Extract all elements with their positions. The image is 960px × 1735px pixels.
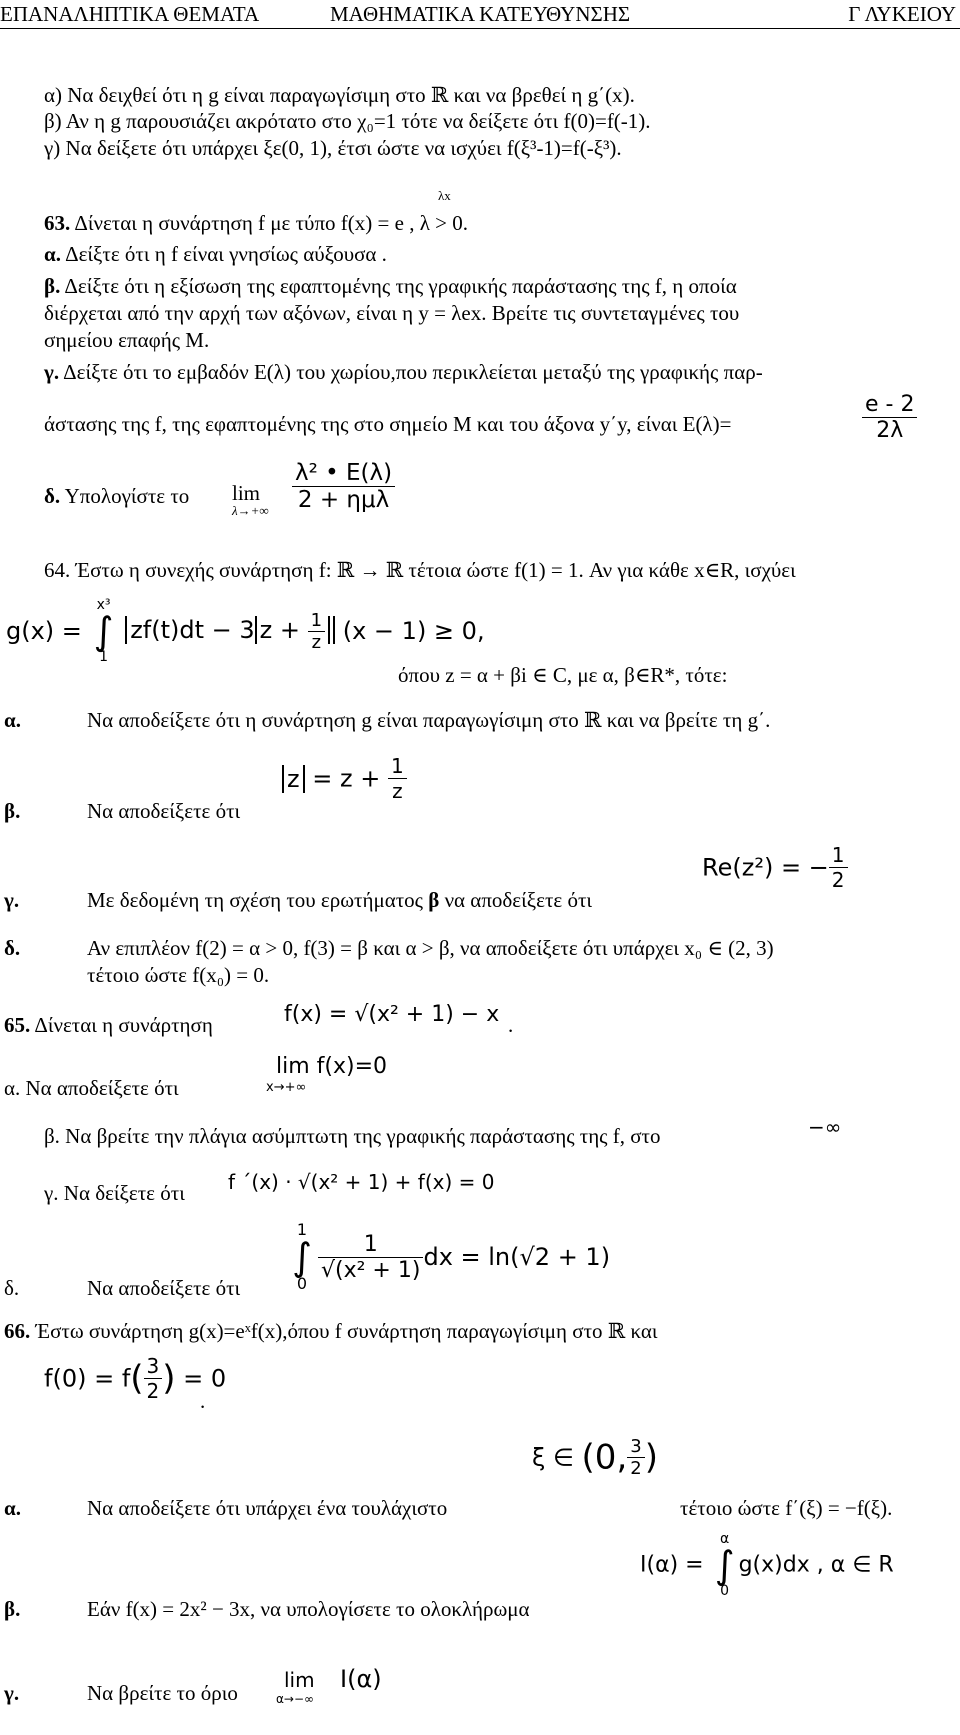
p66-condition: f(0) = f( $\frac{3}{2}$ ) = 0	[44, 1354, 227, 1403]
integral-sign-icon: ∫	[292, 1235, 312, 1279]
p66-xi-interval: ξ ∈ (0, $\frac{3}{2}$ )	[532, 1436, 658, 1479]
p65-a-limit-sub: x→+∞	[266, 1080, 307, 1095]
p64-d-line1: Αν επιπλέον f(2) = α > 0, f(3) = β και α > β, να αποδείξετε ότι υπάρχει x₀ ∈ (2, 3)	[87, 936, 774, 960]
p65-function: f(x) = √(x² + 1) − x	[284, 1002, 500, 1027]
p65-b-neg-infinity: −∞	[808, 1115, 842, 1139]
header-left: ΕΠΑΝΑΛΗΠΤΙΚΑ ΘΕΜΑΤΑ	[0, 2, 260, 26]
p63-area-den: 2λ	[876, 418, 904, 443]
p64-a-label: α.	[4, 708, 21, 732]
p66-c-limit: lim	[284, 1668, 315, 1692]
p65-a-text: α. Να αποδείξετε ότι	[4, 1076, 179, 1100]
p64-b-text: Να αποδείξετε ότι	[87, 799, 241, 823]
p65-d-integral: 1 ∫ 0 $\frac{1}{\text{√(x² + 1)}}$ dx = ln(√2 + 1)	[292, 1220, 611, 1293]
prev-part-a: α) Να δειχθεί ότι η g είναι παραγωγίσιμη στο ℝ και να βρεθεί η g΄(x).	[44, 83, 635, 107]
p66-c-limit-sub: α→−∞	[276, 1692, 315, 1706]
p64-c-text: Με δεδομένη τη σχέση του ερωτήματος β να αποδείξετε ότι	[87, 888, 593, 912]
p63-part-c-line1	[44, 359, 763, 385]
p64-line1: 64. Έστω η συνεχής συνάρτηση f: ℝ → ℝ τέτοια ώστε f(1) = 1. Αν για κάθε x∈R, ισχύει	[44, 558, 796, 582]
p63-d-num: λ² • Ε(λ)	[292, 460, 395, 487]
p63-c-line2: άστασης της f, της εφαπτομένης της στο σημείο Μ και του άξονα y΄y, είναι Ε(λ)=	[44, 412, 732, 436]
p66-b-text: Εάν f(x) = 2x² − 3x, να υπολογίσετε το ολοκλήρωμα	[87, 1597, 530, 1621]
p66-c-label: γ.	[4, 1681, 20, 1705]
prev-part-b: β) Αν η g παρουσιάζει ακρότατο στο χ₀=1 τότε να δείξετε ότι f(0)=f(-1).	[44, 109, 651, 133]
p64-d-label: δ.	[4, 936, 21, 960]
p65-c-text: γ. Να δείξετε ότι	[44, 1181, 185, 1205]
p66-I-definition: I(α) = α ∫ 0 g(x)dx , α ∈ R	[640, 1531, 894, 1599]
p66-a-tail: τέτοιο ώστε f΄(ξ) = −f(ξ).	[680, 1496, 893, 1520]
p63-number: 63.	[44, 211, 71, 235]
p64-b-equation: z = z + $\frac{1}{z}$	[282, 754, 407, 803]
p63-area-fraction	[862, 392, 917, 443]
p63-d-den: 2 + ημλ	[297, 487, 390, 513]
p63-exponent: λx	[438, 188, 451, 203]
p65-b-text: β. Να βρείτε την πλάγια ασύμπτωτη της γραφικής παράστασης της f, στο	[44, 1124, 661, 1148]
p66-intro-text: Έστω συνάρτηση g(x)=eˣf(x),όπου f συνάρτηση παραγωγίσιμη στο ℝ και	[30, 1319, 658, 1343]
p64-g-tail: (x − 1) ≥ 0,	[342, 617, 485, 645]
header-center: ΜΑΘΗΜΑΤΙΚΑ ΚΑΤΕΥΘΥΝΣΗΣ	[330, 2, 631, 26]
p66-c-text: Να βρείτε το όριο	[87, 1681, 238, 1705]
p64-where: όπου z = α + βi ∈ C, με α, β∈R*, τότε:	[398, 663, 728, 687]
p63-a-text: Δείξτε ότι η f είναι γνησίως αύξουσα .	[60, 242, 387, 266]
page-header	[0, 2, 960, 29]
p65-d-label: δ.	[4, 1276, 20, 1300]
p64-int-lower: 1	[99, 649, 108, 665]
p63-d-lim-sub: λ→+∞	[232, 503, 269, 518]
integral-sign-icon: ∫	[93, 609, 114, 653]
p63-a-label: α.	[44, 242, 61, 266]
p64-g-lhs: g(x) =	[6, 617, 82, 645]
p64-d-line2: τέτοιο ώστε f(x₀) = 0.	[87, 963, 270, 987]
p63-c-line1: Δείξτε ότι το εμβαδόν Ε(λ) του χωρίου,που περικλείεται μεταξύ της γραφικής παρ-	[59, 360, 763, 384]
p63-limit-fraction	[292, 460, 395, 513]
p66-b-label: β.	[4, 1597, 21, 1621]
p65-d-text: Να αποδείξετε ότι	[87, 1276, 241, 1300]
p66-c-I: I(α)	[340, 1665, 382, 1693]
p64-abs-z: z + $\frac{1}{z}$	[255, 616, 330, 644]
p63-b-line1: Δείξτε ότι η εξίσωση της εφαπτομένης της γραφικής παράστασης της f, η οποία	[60, 274, 737, 298]
p63-intro-text: Δίνεται η συνάρτηση f με τύπο f(x) = e , λ > 0.	[70, 211, 468, 235]
p65-intro-text: Δίνεται η συνάρτηση	[30, 1013, 213, 1037]
p63-b-line3: σημείου επαφής Μ.	[44, 328, 210, 352]
p63-area-num: e - 2	[862, 392, 917, 418]
p63-part-d	[44, 483, 189, 509]
p63-d-lim: lim	[232, 481, 261, 505]
p63-part-b-line1	[44, 273, 737, 299]
p65-c-equation: f ΄(x) · √(x² + 1) + f(x) = 0	[228, 1170, 495, 1194]
p63-b-label: β.	[44, 274, 61, 298]
p63-part-a	[44, 241, 387, 267]
p64-int-upper: x³	[96, 597, 111, 613]
p65-a-limit: lim f(x)=0	[276, 1054, 388, 1079]
p65-intro	[4, 1012, 213, 1038]
p65-number: 65.	[4, 1013, 31, 1037]
p64-c-equation: Re(z²) = − $\frac{1}{2}$	[702, 843, 848, 892]
p63-b-line2: διέρχεται από την αρχή των αξόνων, είναι η y = λex. Βρείτε τις συντεταγμένες του	[44, 301, 740, 325]
header-right: Γ ΛΥΚΕΙΟΥ	[848, 2, 956, 26]
p66-a-text: Να αποδείξετε ότι υπάρχει ένα τουλάχιστο	[87, 1496, 448, 1520]
prev-part-c: γ) Να δείξετε ότι υπάρχει ξε(0, 1), έτσι ώστε να ισχύει f(ξ³-1)=f(-ξ³).	[44, 136, 622, 160]
p64-abs-integrand: zf(t)dt − 3 z + $\frac{1}{z}$	[125, 616, 335, 644]
p65-dot: .	[508, 1013, 514, 1037]
p66-a-label: α.	[4, 1496, 21, 1520]
p64-c-label: γ.	[4, 888, 20, 912]
p63-intro	[44, 210, 468, 236]
p63-d-label: δ.	[44, 484, 61, 508]
p63-d-text: Υπολογίστε το	[60, 484, 190, 508]
p66-intro	[4, 1318, 658, 1344]
integral-sign-icon: ∫	[714, 1543, 735, 1587]
p64-b-label: β.	[4, 799, 21, 823]
p66-number: 66.	[4, 1319, 31, 1343]
p63-c-label: γ.	[44, 360, 60, 384]
p64-a-text: Να αποδείξετε ότι η συνάρτηση g είναι παραγωγίσιμη στο ℝ και να βρείτε τη g΄.	[87, 708, 771, 732]
